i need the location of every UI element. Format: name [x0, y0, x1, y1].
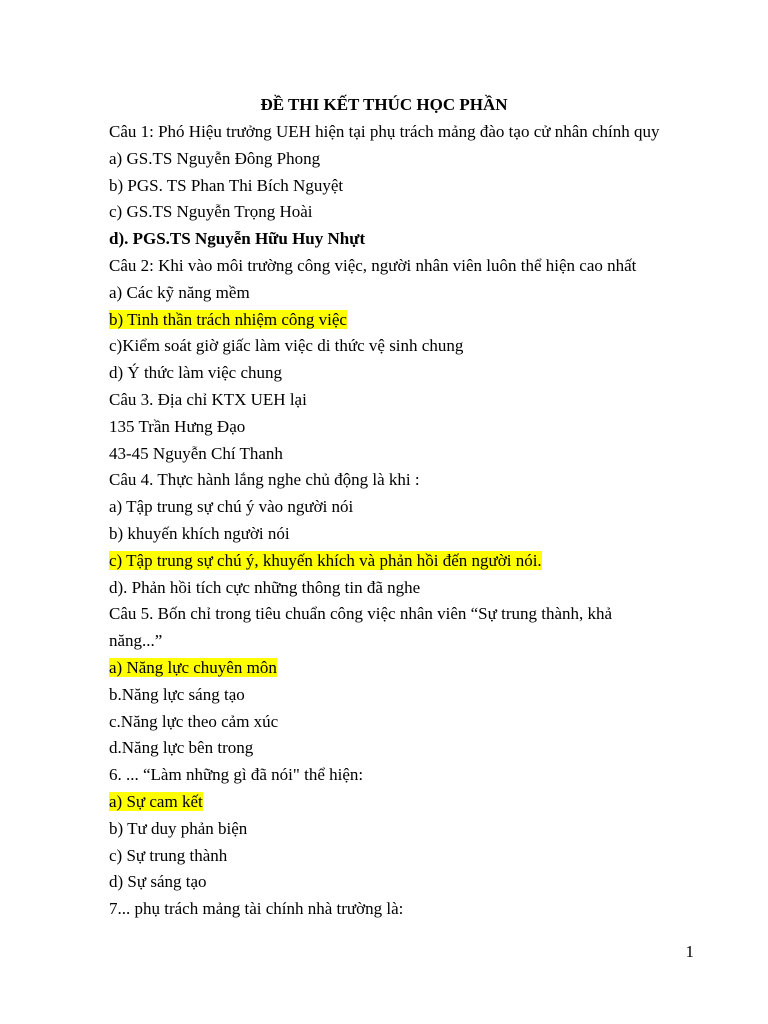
line-text: d.Năng lực bên trong: [109, 738, 254, 758]
document-line: [109, 601, 709, 628]
document-line: [109, 199, 709, 226]
document-line: [109, 869, 709, 896]
line-text: c) Tập trung sự chú ý, khuyến khích và phản hồi đến người nói.: [109, 550, 542, 570]
line-text: 7... phụ trách mảng tài chính nhà trường là:: [109, 899, 404, 919]
document-line: [109, 816, 709, 843]
document-line: [109, 521, 709, 548]
line-text: a) Các kỹ năng mềm: [109, 282, 250, 302]
document-line: [109, 253, 709, 280]
document-line: [109, 896, 709, 923]
document-line: [109, 387, 709, 414]
document-title: ĐỀ THI KẾT THÚC HỌC PHẦN: [260, 95, 508, 114]
line-text: 135 Trần Hưng Đạo: [109, 416, 246, 436]
document-body: [109, 119, 709, 923]
line-text: a) Năng lực chuyên môn: [109, 657, 277, 677]
document-line: [109, 280, 709, 307]
line-text: d) Ý thức làm việc chung: [109, 363, 283, 383]
line-text: Câu 1: Phó Hiệu trưởng UEH hiện tại phụ trách mảng đào tạo cử nhân chính quy: [109, 122, 660, 141]
document-line: [109, 575, 709, 602]
document-line: [109, 467, 709, 494]
document-line: [109, 146, 709, 173]
line-text: b) Tư duy phản biện: [109, 818, 248, 838]
highlighted-answer-line: [109, 789, 709, 816]
line-text: 43-45 Nguyễn Chí Thanh: [109, 443, 283, 463]
document-line: [109, 414, 709, 441]
line-text: Câu 5. Bốn chỉ trong tiêu chuẩn công việc nhân viên “Sự trung thành, khả: [109, 604, 613, 624]
document-line: [109, 843, 709, 870]
line-text: d) Sự sáng tạo: [109, 872, 207, 892]
line-text: Câu 3. Địa chỉ KTX UEH lại: [109, 389, 307, 409]
line-text: a) Tập trung sự chú ý vào người nói: [109, 497, 354, 517]
highlighted-answer-line: [109, 307, 709, 334]
line-text: c) GS.TS Nguyễn Trọng Hoài: [109, 202, 313, 222]
document-line: [109, 628, 709, 655]
line-text: Câu 4. Thực hành lắng nghe chủ động là khi :: [109, 470, 420, 490]
line-text: b.Năng lực sáng tạo: [109, 684, 245, 704]
line-text: c.Năng lực theo cảm xúc: [109, 711, 279, 731]
line-text: b) khuyến khích người nói: [109, 523, 290, 543]
highlighted-answer-line: [109, 548, 709, 575]
line-text: a) Sự cam kết: [109, 791, 203, 811]
line-text: c) Sự trung thành: [109, 845, 228, 865]
document-line: [109, 441, 709, 468]
document-line: [109, 333, 709, 360]
document-line: [109, 735, 709, 762]
document-line: [109, 360, 709, 387]
document-line: [109, 762, 709, 789]
document-line: [109, 226, 709, 253]
document-line: [109, 494, 709, 521]
line-text: d). Phản hồi tích cực những thông tin đã nghe: [109, 577, 421, 597]
line-text: a) GS.TS Nguyễn Đông Phong: [109, 148, 321, 168]
highlighted-answer-line: [109, 655, 709, 682]
line-text: d). PGS.TS Nguyễn Hữu Huy Nhựt: [109, 229, 366, 249]
line-text: c)Kiểm soát giờ giấc làm việc di thức vệ sinh chung: [109, 336, 464, 356]
document-line: [109, 119, 709, 146]
line-text: b) PGS. TS Phan Thi Bích Nguyệt: [109, 175, 344, 195]
line-text: 6. ... “Làm những gì đã nói" thể hiện:: [109, 765, 364, 785]
document-line: [109, 173, 709, 200]
page-number: 1: [685, 942, 694, 961]
line-text: Câu 2: Khi vào môi trường công việc, người nhân viên luôn thể hiện cao nhất: [109, 255, 637, 275]
line-text: b) Tinh thần trách nhiệm công việc: [109, 309, 347, 329]
document-line: [109, 682, 709, 709]
document-line: [109, 709, 709, 736]
line-text: năng...”: [109, 631, 163, 651]
